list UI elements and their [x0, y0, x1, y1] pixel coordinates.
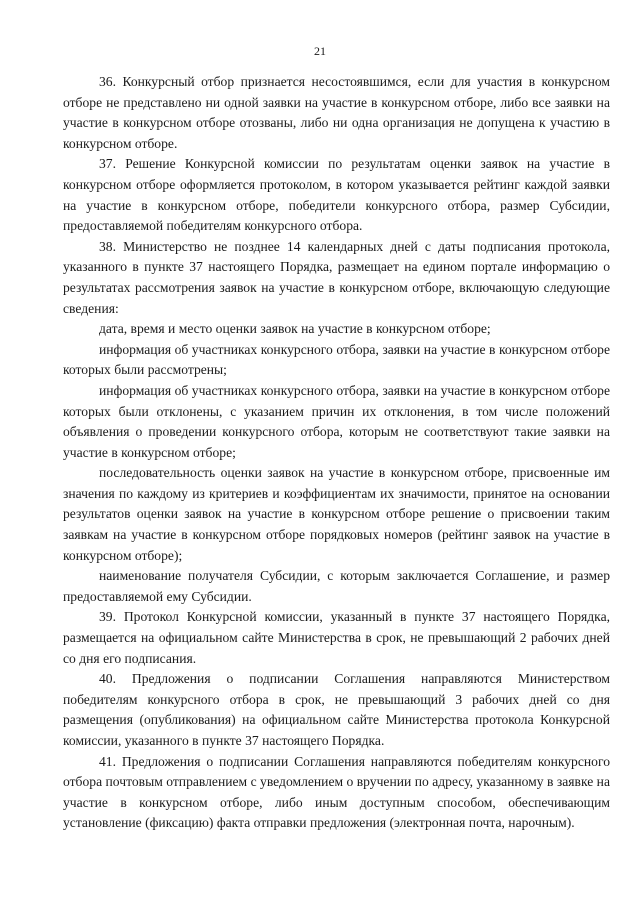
- paragraph-38-item-reviewed: информация об участниках конкурсного отбора, заявки на участие в конкурсном отборе которых были рассмотрены;: [63, 341, 610, 378]
- paragraph-39: 39. Протокол Конкурсной комиссии, указанный в пункте 37 настоящего Порядка, размещается на официальном сайте Министерства в срок, не превышающий 2 рабочих дней со дня его подписания.: [63, 609, 610, 666]
- paragraph-38-item-rejected: информация об участниках конкурсного отбора, заявки на участие в конкурсном отборе которых были отклонены, с указанием причин их отклонения, в том числе положений объявления о проведении конкурсного отбора, которым не соответствуют такие заявки на участие в конкурсном отборе;: [63, 382, 610, 460]
- paragraph-38: 38. Министерство не позднее 14 календарных дней с даты подписания протокола, указанного в пункте 37 настоящего Порядка, размещает на едином портале информацию о результатах рассмотрения заявок на участие в конкурсном отборе, включающую следующие сведения:: [63, 238, 610, 316]
- page-number: 21: [314, 44, 326, 58]
- paragraph-36: 36. Конкурсный отбор признается несостоявшимся, если для участия в конкурсном отборе не представлено ни одной заявки на участие в конкурсном отборе, либо все заявки на участие в конкурсном отборе отозваны, либо ни одна организация не допущена к участию в конкурсном отборе.: [63, 74, 610, 151]
- paragraph-38-item-ranking: последовательность оценки заявок на участие в конкурсном отборе, присвоенные им значения по каждому из критериев и коэффициентам их значимости, принятое на основании результатов оценки заявок на участие в конкурсном отборе решение о присвоении таким заявкам на участие в конкурсном отборе порядковых номеров (рейтинг заявок на участие в конкурсном отборе);: [63, 465, 610, 563]
- paragraph-40: 40. Предложения о подписании Соглашения направляются Министерством победителям конкурсного отбора в срок, не превышающий 3 рабочих дней со дня размещения (опубликования) на официальном сайте Министерства протокола Конкурсной комиссии, указанного в пункте 37 настоящего Порядка.: [63, 671, 610, 748]
- paragraph-41: 41. Предложения о подписании Соглашения направляются победителям конкурсного отбора почтовым отправлением с уведомлением о вручении по адресу, указанному в заявке на участие в конкурсном отборе, либо иным доступным способом, обеспечивающим установление (фиксацию) факта отправки предложения (электронная почта, нарочным).: [63, 753, 610, 831]
- paragraph-38-item-date: дата, время и место оценки заявок на участие в конкурсном отборе;: [99, 321, 491, 337]
- paragraph-37: 37. Решение Конкурсной комиссии по результатам оценки заявок на участие в конкурсном отборе оформляется протоколом, в котором указывается рейтинг каждой заявки на участие в конкурсном отборе, победители конкурсного отбора, размер Субсидии, предоставляемой победителям конкурсного отбора.: [63, 156, 610, 234]
- paragraph-38-item-recipient: наименование получателя Субсидии, с которым заключается Соглашение, и размер предоставляемой ему Субсидии.: [63, 568, 610, 604]
- document-body: [63, 72, 610, 834]
